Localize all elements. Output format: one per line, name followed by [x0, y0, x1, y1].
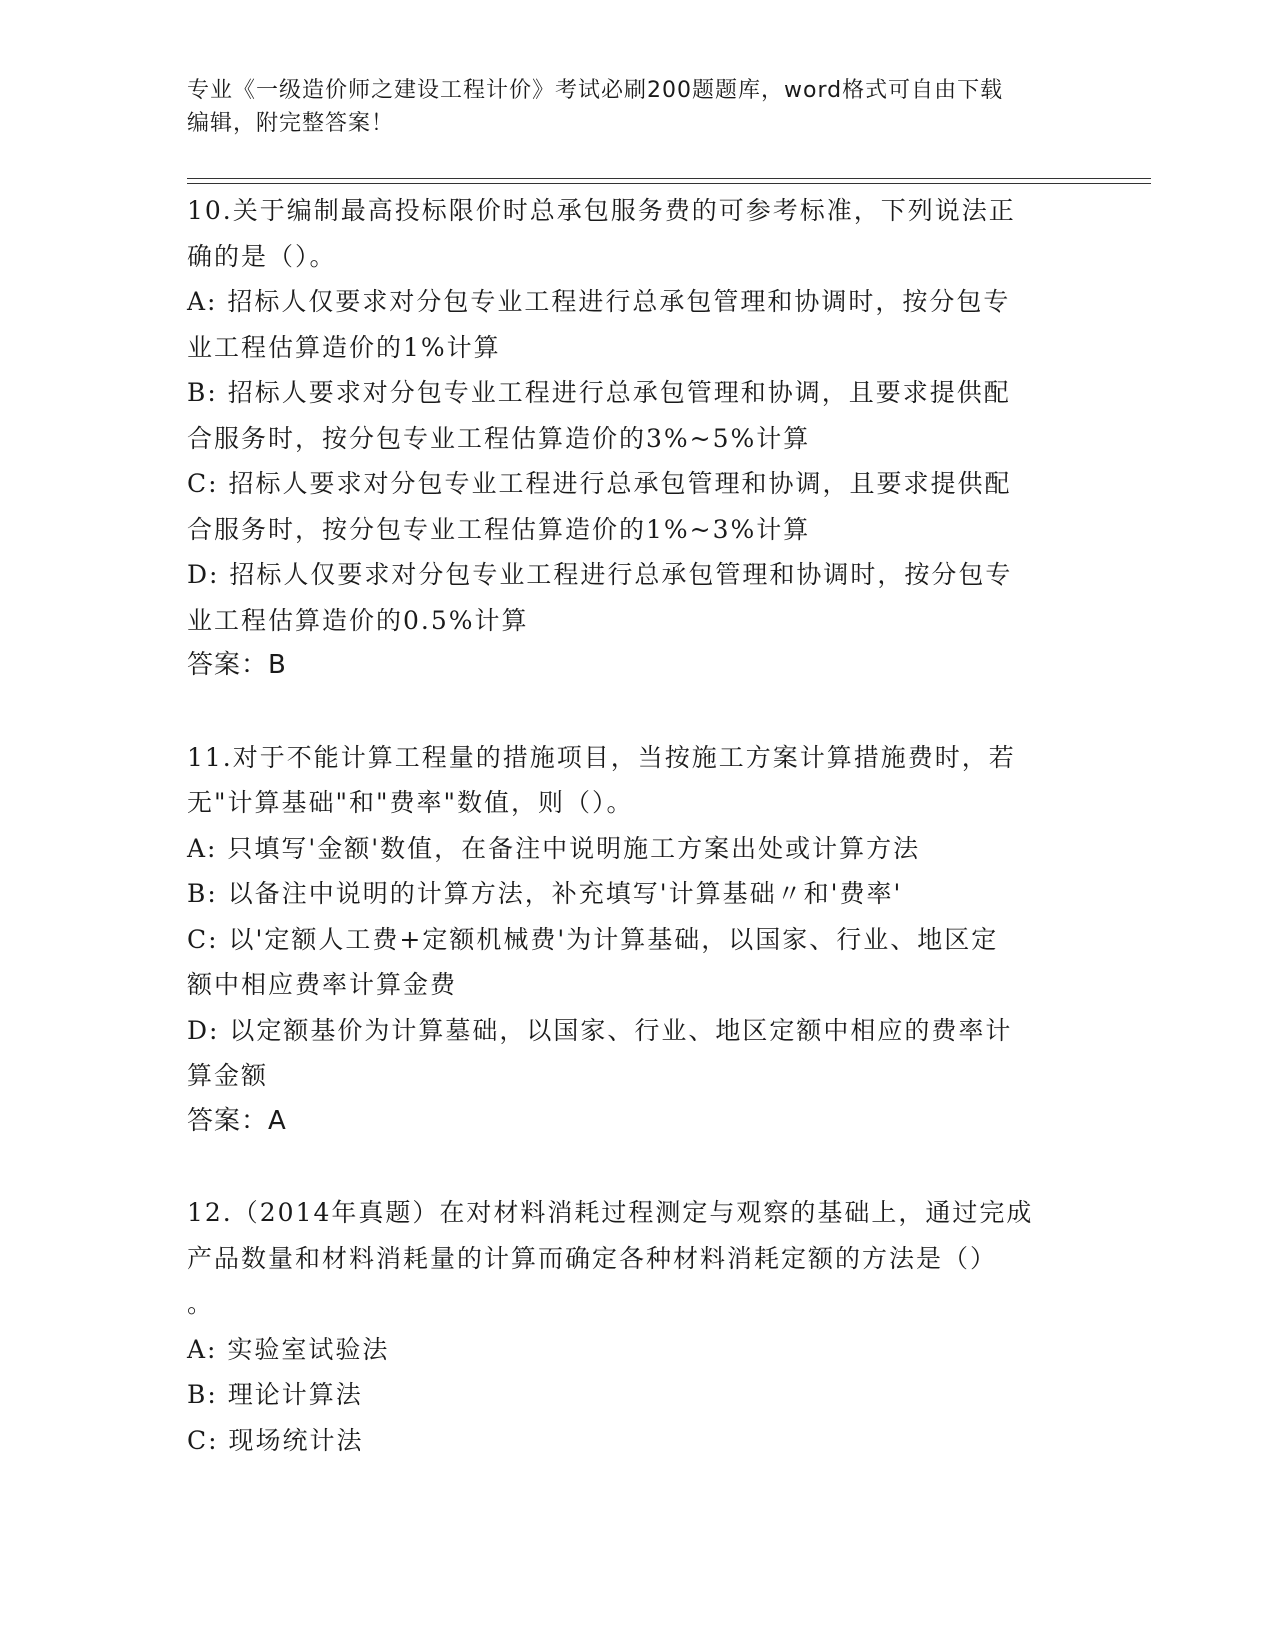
- option-c-line: C: 以'定额人工费+定额机械费'为计算基础，以国家、行业、地区定: [187, 924, 999, 954]
- question-10: [187, 188, 1087, 689]
- option-b-line: B: 理论计算法: [187, 1380, 363, 1409]
- header-line-2: 编辑，附完整答案！: [187, 111, 395, 136]
- option-a-line: A: 实验室试验法: [187, 1334, 390, 1364]
- option-d-line: D: 招标人仅要求对分包专业工程进行总承包管理和协调时，按分包专: [187, 560, 1013, 589]
- question-11: [187, 735, 1087, 1145]
- option-c-line: 额中相应费率计算金费: [187, 970, 458, 999]
- question-stem-line: 确的是（）。: [187, 241, 337, 271]
- document-header: [187, 74, 1087, 140]
- header-line-1: 专业《一级造价师之建设工程计价》考试必刷200题题库，word格式可自由下载: [187, 78, 1004, 103]
- option-a-line: 业工程估算造价的1%计算: [187, 332, 501, 362]
- answer-label: 答案：B: [187, 650, 287, 680]
- question-stem-line: 无"计算基础"和"费率"数值，则（）。: [187, 788, 634, 817]
- option-b-line: 合服务时，按分包专业工程估算造价的3%~5%计算: [187, 423, 811, 453]
- option-b-line: B: 以备注中说明的计算方法，补充填写'计算基础〃和'费率': [187, 879, 903, 908]
- option-d-line: 算金额: [187, 1061, 269, 1090]
- option-c-line: C: 招标人要求对分包专业工程进行总承包管理和协调，且要求提供配: [187, 469, 1012, 498]
- question-spacer: [187, 1144, 1087, 1190]
- option-b-line: B: 招标人要求对分包专业工程进行总承包管理和协调，且要求提供配: [187, 378, 1011, 407]
- option-c-line: C: 现场统计法: [187, 1425, 364, 1455]
- option-d-line: 业工程估算造价的0.5%计算: [187, 605, 529, 635]
- question-12: [187, 1190, 1087, 1463]
- question-stem-line: 。: [187, 1289, 215, 1318]
- option-d-line: D: 以定额基价为计算墓础，以国家、行业、地区定额中相应的费率计: [187, 1015, 1013, 1045]
- option-a-line: A: 只填写'金额'数值，在备注中说明施工方案出处或计算方法: [187, 833, 921, 863]
- question-stem-line: 10.关于编制最高投标限价时总承包服务费的可参考标准，下列说法正: [187, 196, 1016, 225]
- option-c-line: 合服务时，按分包专业工程估算造价的1%~3%计算: [187, 514, 811, 544]
- question-stem-line: 产品数量和材料消耗量的计算而确定各种材料消耗定额的方法是（）: [187, 1243, 998, 1273]
- option-a-line: A: 招标人仅要求对分包专业工程进行总承包管理和协调时，按分包专: [187, 287, 1011, 316]
- header-divider-bottom: [187, 183, 1151, 184]
- header-divider-top: [187, 178, 1151, 179]
- question-stem-line: 12.（2014年真题）在对材料消耗过程测定与观察的基础上，通过完成: [187, 1198, 1034, 1227]
- answer-label: 答案：A: [187, 1105, 287, 1136]
- question-stem-line: 11.对于不能计算工程量的措施项目，当按施工方案计算措施费时，若: [187, 742, 1016, 772]
- question-spacer: [187, 689, 1087, 735]
- question-list: [187, 188, 1087, 1463]
